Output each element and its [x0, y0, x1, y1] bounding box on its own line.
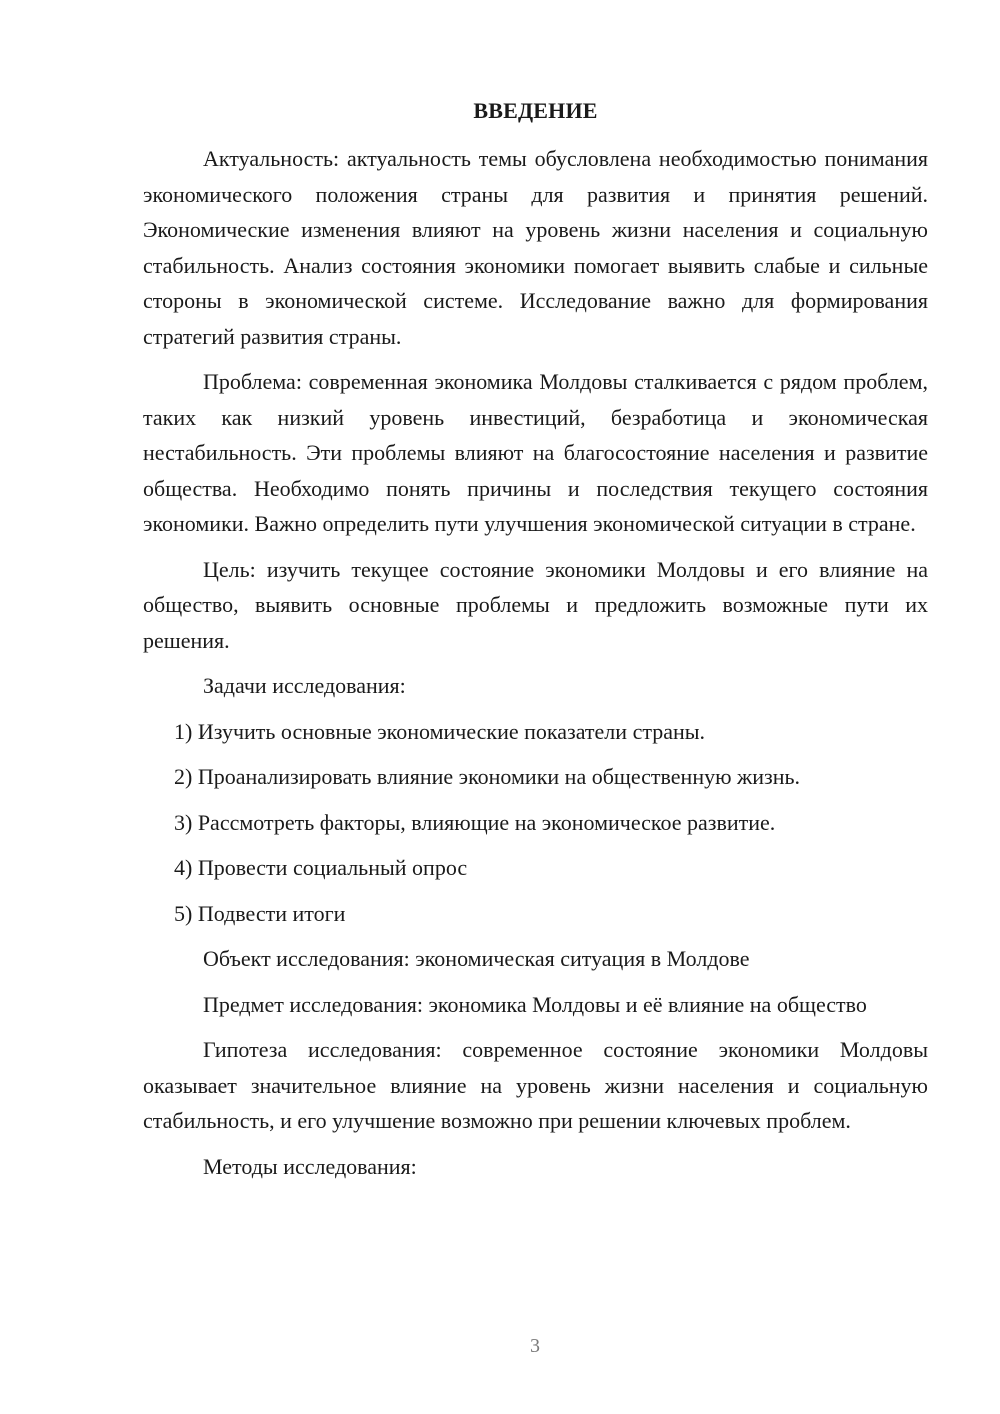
list-item: 2) Проанализировать влияние экономики на общественную жизнь. [174, 764, 801, 789]
goal-paragraph: Цель: изучить текущее состояние экономики Молдовы и его влияние на общество, выявить основные проблемы и предложить возможные пути их решения. [143, 556, 928, 653]
methods-title: Методы исследования: [203, 1153, 417, 1179]
list-item: 5) Подвести итоги [174, 900, 346, 926]
page-number: 3 [530, 1335, 540, 1357]
tasks-title: Задачи исследования: [203, 673, 406, 698]
document-body [143, 141, 928, 1194]
list-item: 1) Изучить основные экономические показатели страны. [174, 718, 706, 744]
section-heading: ВВЕДЕНИЕ [473, 98, 598, 123]
relevance-paragraph: Актуальность: актуальность темы обусловлена необходимостью понимания экономического положения страны для развития и принятия решений. Экономические изменения влияют на уровень жизни населения и социальную стабильность. Анализ состояния экономики помогает выявить слабые и сильные стороны в экономической системе. Исследование важно для формирования стратегий развития страны. [143, 146, 928, 349]
tasks-list [143, 714, 928, 932]
object-paragraph: Объект исследования: экономическая ситуация в Молдове [203, 946, 750, 971]
list-item: 4) Провести социальный опрос [174, 855, 468, 880]
hypothesis-paragraph: Гипотеза исследования: современное состояние экономики Молдовы оказывает значительное влияние на уровень жизни населения и социальную стабильность, и его улучшение возможно при решении ключевых проблем. [143, 1037, 928, 1133]
subject-paragraph: Предмет исследования: экономика Молдовы и её влияние на общество [203, 991, 867, 1017]
problem-paragraph: Проблема: современная экономика Молдовы сталкивается с рядом проблем, таких как низкий уровень инвестиций, безработица и экономическая нестабильность. Эти проблемы влияют на благосостояние населения и развитие общества. Необходимо понять причины и последствия текущего состояния экономики. Важно определить пути улучшения экономической ситуации в стране. [143, 369, 928, 536]
list-item: 3) Рассмотреть факторы, влияющие на экономическое развитие. [174, 809, 776, 835]
